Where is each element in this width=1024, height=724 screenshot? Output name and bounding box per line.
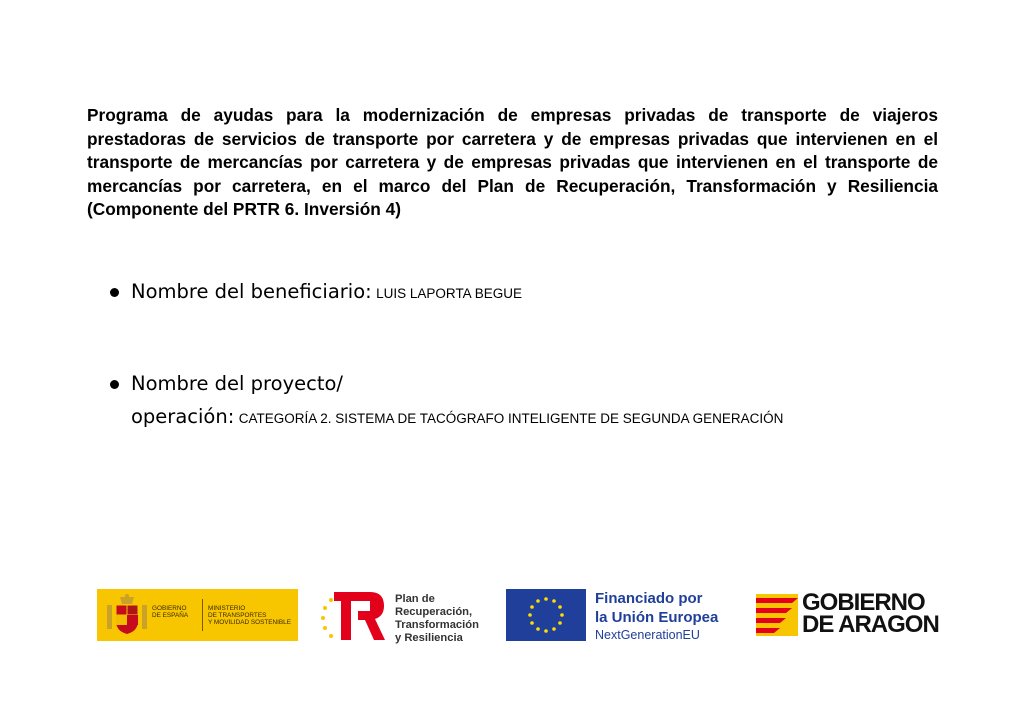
gobierno-aragon-logo: [756, 590, 956, 642]
bullet-dot: [110, 288, 119, 297]
divider: [202, 599, 203, 631]
prtr-line4: y Resiliencia: [395, 632, 463, 644]
eu-text: [595, 589, 718, 627]
project-label-line2: operación:: [131, 405, 235, 428]
eu-line1: Financiado por: [595, 590, 703, 607]
ministry-text: [208, 605, 291, 626]
gobierno-espana-logo: [97, 589, 298, 641]
funding-logos: [0, 586, 1024, 646]
tr-mark-icon: [318, 588, 388, 644]
beneficiary-label: Nombre del beneficiario:: [131, 280, 372, 303]
project-label-line1: Nombre del proyecto/: [131, 372, 343, 395]
beneficiary-value: LUIS LAPORTA BEGUE: [376, 286, 522, 301]
program-title: Programa de ayudas para la modernización de empresas privadas de transporte de viajeros prestadoras de servicios de transporte por carretera y de empresas privadas que intervienen en el transporte de mercancías por carretera y de empresas privadas que intervienen en el transporte de mercancías por carretera, en el marco del Plan de Recuperación, Transformación y Resiliencia (Componente del PRTR 6. Inversión 4): [87, 105, 938, 220]
prtr-line3: Transformación: [395, 619, 479, 631]
eu-nextgen: NextGenerationEU: [595, 628, 700, 642]
ges-line2: DE ESPAÑA: [152, 612, 189, 619]
ministry-line2: DE TRANSPORTES: [208, 612, 267, 619]
ministry-line1: MINISTERIO: [208, 605, 246, 612]
aragon-text: [802, 589, 939, 638]
ges-line1: GOBIERNO: [152, 605, 187, 612]
prtr-line1: Plan de: [395, 593, 435, 605]
project-value: CATEGORÍA 2. SISTEMA DE TACÓGRAFO INTELIGENTE DE SEGUNDA GENERACIÓN: [238, 411, 784, 426]
eu-logo: [506, 589, 736, 643]
gobierno-espana-text: [152, 605, 188, 619]
eu-flag-icon: [506, 589, 586, 641]
prtr-text: [395, 593, 479, 645]
ministry-line3: Y MOVILIDAD SOSTENIBLE: [208, 619, 291, 626]
coat-of-arms-icon: [105, 593, 149, 637]
aragon-flag-icon: [756, 594, 798, 636]
aragon-line1: GOBIERNO: [802, 589, 925, 616]
bullet-dot: [110, 380, 119, 389]
eu-stars-icon: [506, 589, 586, 641]
eu-line2: la Unión Europea: [595, 609, 719, 626]
aragon-line2: DE ARAGON: [802, 611, 939, 638]
prtr-logo: [318, 586, 498, 646]
prtr-line2: Recuperación,: [395, 606, 473, 618]
